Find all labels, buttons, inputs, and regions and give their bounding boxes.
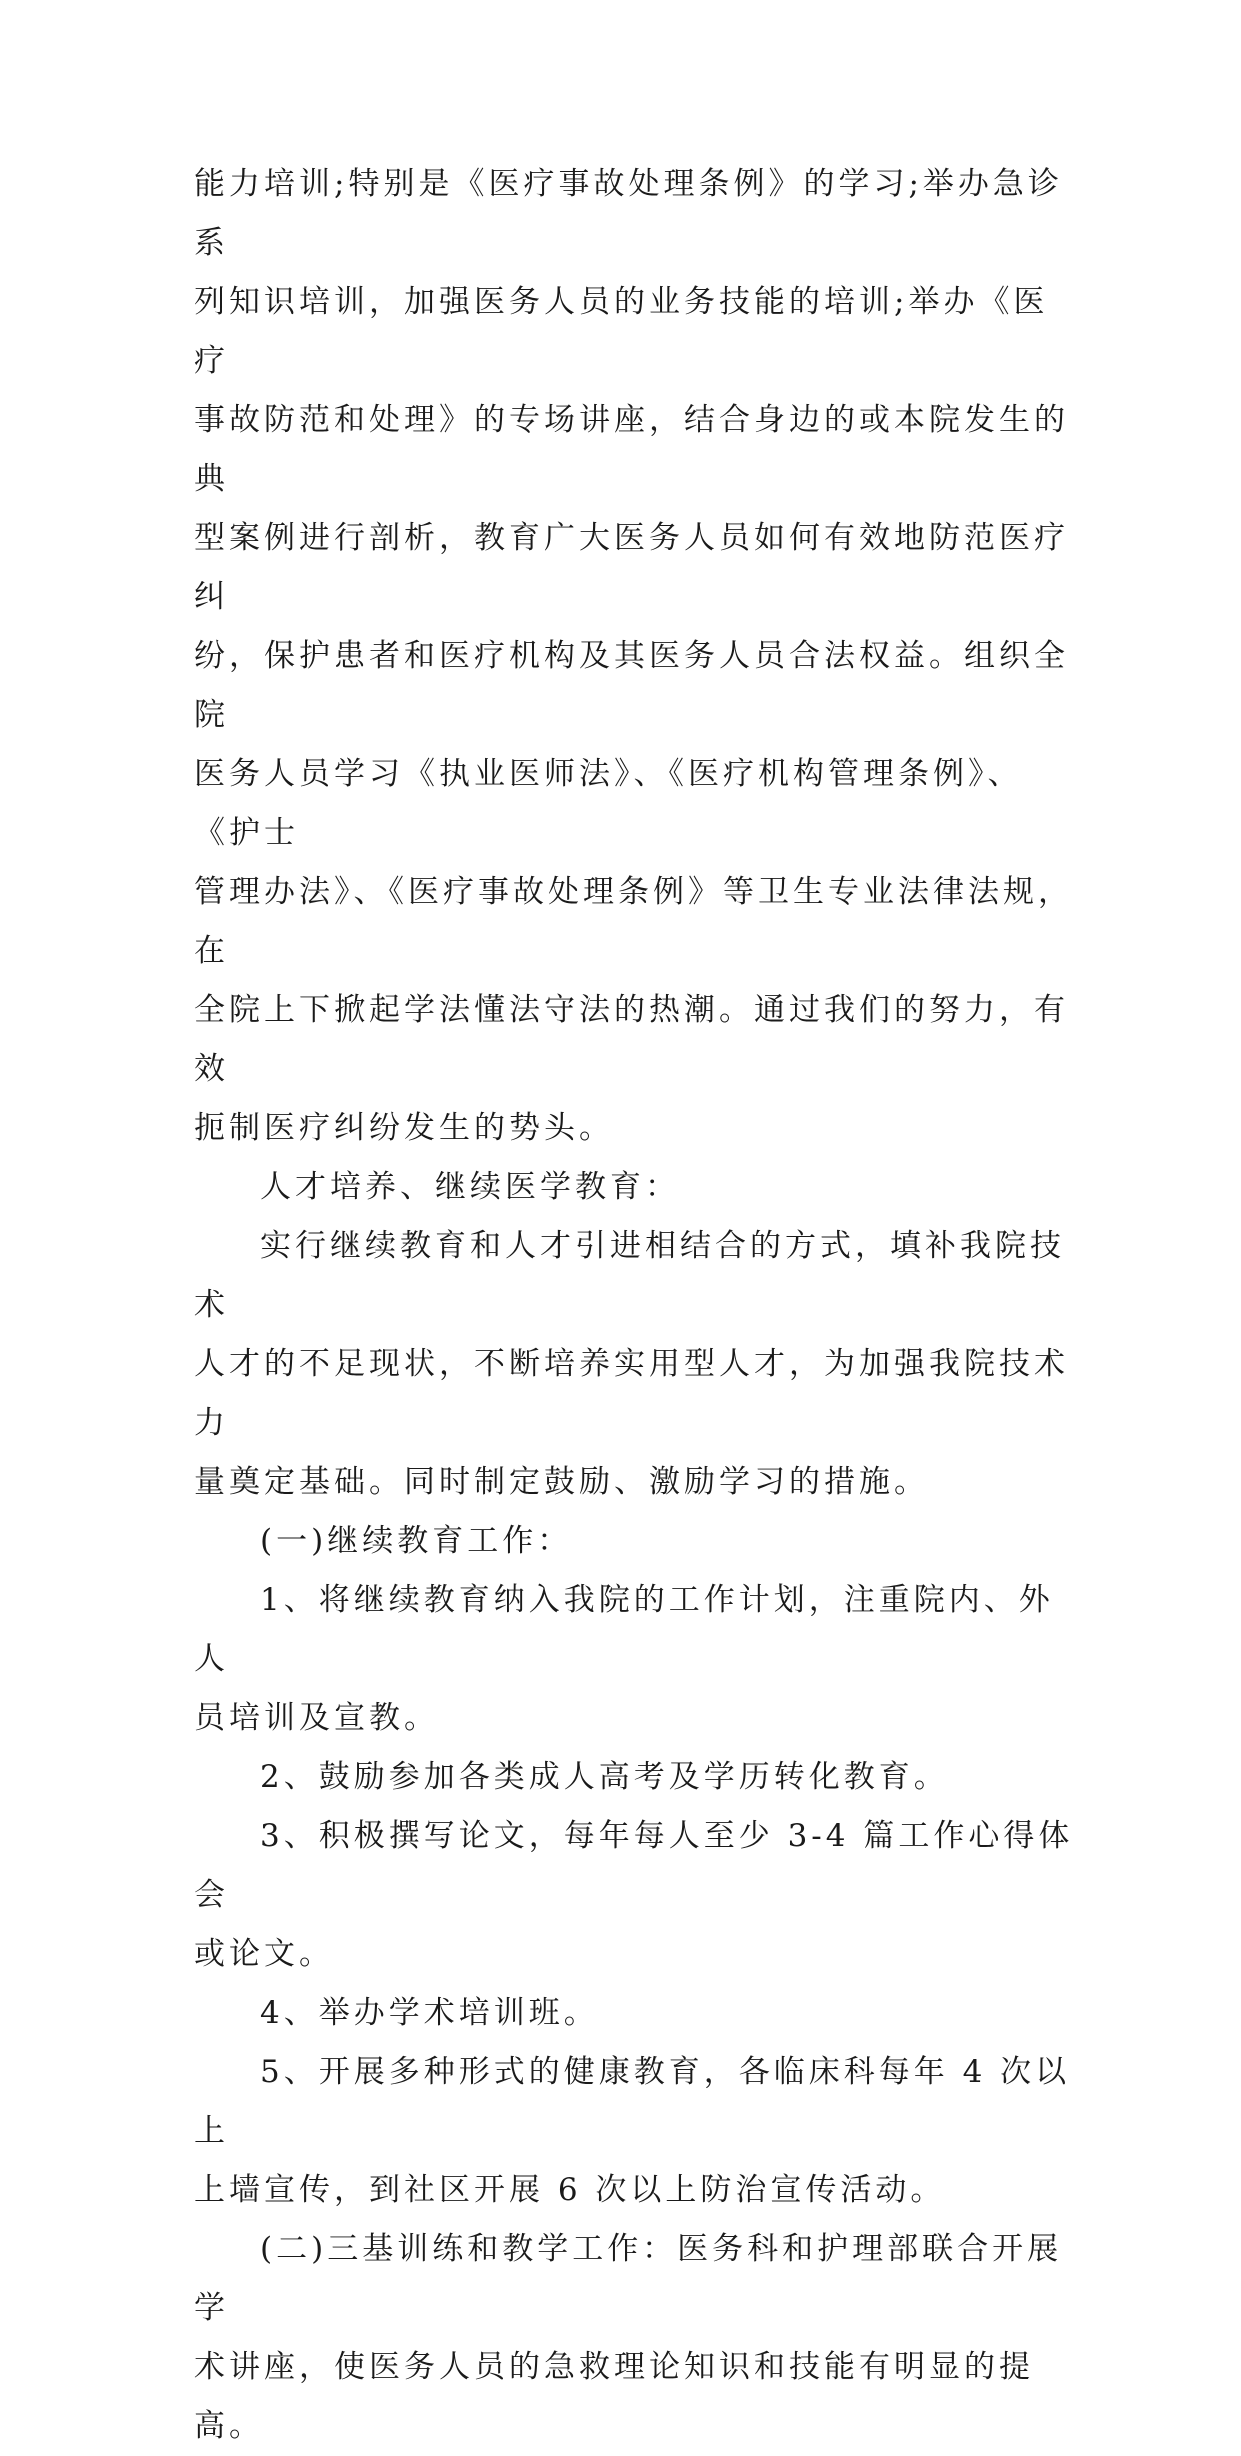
list-item-2: 2、鼓励参加各类成人高考及学历转化教育。 (260, 1759, 949, 1795)
paragraph-talent-training-heading: 人才培养、继续医学教育： (260, 1169, 680, 1205)
paragraph-medical-dispute-prevention: 能力培训;特别是《医疗事故处理条例》的学习;举办急诊系 列知识培训，加强医务人员的业务技能的培训;举办《医疗 事故防范和处理》的专场讲座，结合身边的或本院发生的典 型案例进行剖析，教育广大医务人员如何有效地防范医疗纠 纷，保护患者和医疗机构及其医务人员合法权益。组织全院 医务人员学习《执业医师法》、《医疗机构管理条例》、《护士 管理办法》、《医疗事故处理条例》等卫生专业法律法规，在 全院上下掀起学法懂法守法的热潮。通过我们的努力，有效 扼制医疗纠纷发生的势头。 (194, 166, 1073, 1146)
list-item-1: 1、将继续教育纳入我院的工作计划，注重院内、外人 员培训及宣教。 (194, 1582, 1054, 1736)
section-three-basics-training: (二)三基训练和教学工作：医务科和护理部联合开展学 术讲座，使医务人员的急救理论知识和技能有明显的提高。 (194, 2231, 1063, 2444)
list-item-3: 3、积极撰写论文，每年每人至少 3-4 篇工作心得体会 或论文。 (194, 1818, 1074, 1972)
list-item-4: 4、举办学术培训班。 (260, 1995, 599, 2031)
paragraph-continuing-education-approach: 实行继续教育和人才引进相结合的方式，填补我院技术 人才的不足现状，不断培养实用型人才，为加强我院技术力 量奠定基础。同时制定鼓励、激励学习的措施。 (194, 1228, 1069, 1500)
document-body (194, 155, 1074, 2456)
section-heading-continuing-education: (一)继续教育工作： (260, 1523, 573, 1559)
list-item-5: 5、开展多种形式的健康教育，各临床科每年 4 次以上 上墙宣传，到社区开展 6 次以上防治宣传活动。 (194, 2054, 1071, 2208)
